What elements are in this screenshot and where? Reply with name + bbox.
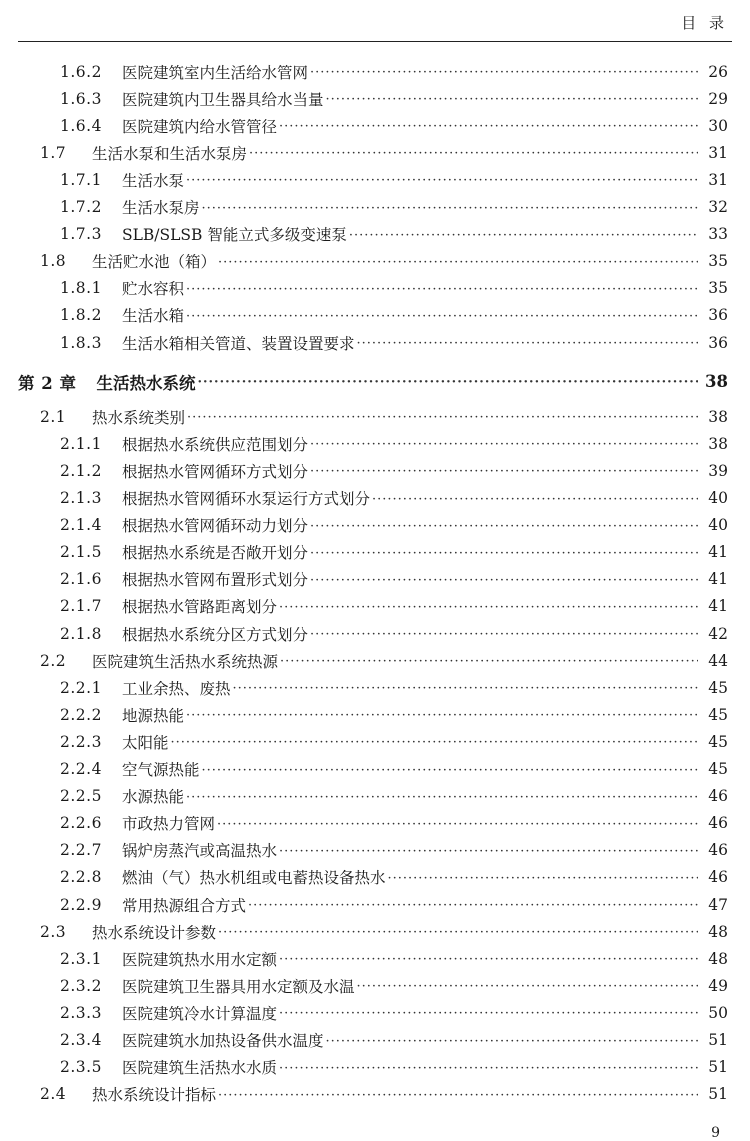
toc-entry-number: 2.2.4 — [60, 760, 102, 778]
toc-entry-number: 2.1.5 — [60, 543, 102, 562]
dot-leader — [186, 309, 698, 324]
toc-entry-number: 1.7 — [40, 143, 67, 162]
toc-entry-page: 30 — [708, 116, 728, 135]
toc-entry-title: 医院建筑冷水计算温度 — [122, 1004, 278, 1023]
toc-entry[interactable] — [0, 85, 728, 112]
toc-entry[interactable] — [0, 891, 728, 918]
dot-leader — [310, 627, 698, 642]
toc-entry-number: 1.7.1 — [60, 170, 102, 189]
dot-leader — [186, 282, 698, 297]
toc-entry[interactable] — [0, 728, 728, 755]
toc-entry-title: 根据热水管网布置形式划分 — [122, 571, 309, 590]
toc-entry-title: 热水系统类别 — [92, 408, 186, 427]
dot-leader — [187, 410, 698, 425]
toc-entry-number: 2.1.8 — [60, 624, 102, 643]
toc-entry-title: 根据热水管网循环方式划分 — [122, 462, 309, 481]
dot-leader — [357, 979, 698, 994]
toc-entry-title: 医院建筑室内生活给水管网 — [122, 63, 309, 82]
page-header — [0, 0, 750, 42]
toc-entry-page: 46 — [708, 814, 728, 833]
toc-entry-page: 51 — [708, 1085, 728, 1104]
toc-entry-title: 生活水泵 — [122, 171, 185, 190]
dot-leader — [326, 92, 698, 107]
toc-entry-number: 2.2.1 — [60, 678, 102, 697]
toc-entry-page: 35 — [708, 252, 728, 271]
toc-entry-number: 2.4 — [40, 1085, 67, 1104]
toc-entry-page: 46 — [708, 787, 728, 806]
toc-entry-title: 空气源热能 — [122, 761, 200, 779]
toc-entry-page: 46 — [708, 868, 728, 887]
section-title: 目 录 — [681, 14, 728, 32]
toc-entry-page: 29 — [708, 89, 728, 108]
toc-entry-title: 太阳能 — [122, 733, 169, 752]
toc-entry-page: 45 — [708, 760, 728, 778]
toc-entry-number: 2.2.6 — [60, 814, 102, 833]
toc-entry-number: 2.1.2 — [60, 461, 102, 480]
toc-entry[interactable] — [0, 620, 728, 647]
toc-entry-title: 生活贮水池（箱） — [92, 253, 217, 272]
toc-entry[interactable] — [0, 972, 728, 999]
toc-entry-number: 1.8.3 — [60, 333, 102, 352]
toc-entry-number: 2.1.3 — [60, 489, 102, 507]
toc-entry-page: 51 — [708, 1031, 728, 1049]
toc-entry-title: 生活水泵和生活水泵房 — [92, 144, 248, 163]
dot-leader — [279, 600, 698, 615]
toc-entry-title: 根据热水管路距离划分 — [122, 598, 278, 617]
toc-entry[interactable] — [0, 112, 728, 139]
toc-entry[interactable] — [0, 302, 728, 329]
toc-entry-page: 45 — [708, 732, 728, 751]
dot-leader — [233, 681, 698, 696]
toc-entry-page: 46 — [708, 841, 728, 860]
toc-entry-number: 1.6.4 — [60, 116, 102, 135]
toc-entry-number: 1.8.2 — [60, 306, 102, 325]
toc-entry[interactable] — [0, 810, 728, 837]
dot-leader — [280, 654, 698, 669]
dot-leader — [249, 146, 698, 161]
toc-entry-number: 1.6.2 — [60, 62, 102, 81]
toc-entry-page: 35 — [708, 279, 728, 298]
dot-leader — [310, 65, 698, 80]
dot-leader — [357, 336, 698, 351]
toc-entry[interactable] — [0, 1027, 728, 1054]
toc-entry-title: 医院建筑卫生器具用水定额及水温 — [122, 977, 355, 996]
toc-entry-page: 50 — [708, 1003, 728, 1022]
toc-entry-number: 1.6.3 — [60, 89, 102, 108]
toc-entry-title: 医院建筑内卫生器具给水当量 — [122, 90, 324, 109]
toc-entry-number: 2.1.6 — [60, 570, 102, 589]
toc-entry-number: 2.2.7 — [60, 841, 102, 860]
toc-entry-title: 贮水容积 — [122, 280, 185, 299]
dot-leader — [202, 763, 698, 778]
toc-entry-title: 生活水泵房 — [122, 199, 200, 217]
toc-chapter-entry[interactable] — [0, 368, 728, 395]
dot-leader — [279, 1061, 698, 1076]
toc-entry-page: 41 — [708, 597, 728, 616]
toc-entry-page: 42 — [708, 624, 728, 643]
toc-entry-number: 1.8 — [40, 252, 67, 271]
toc-entry[interactable] — [0, 674, 728, 701]
page-number-fragment: 9 — [711, 1125, 720, 1141]
toc-entry[interactable] — [0, 539, 728, 566]
dot-leader — [310, 437, 698, 452]
toc-entry-page: 40 — [708, 516, 728, 535]
toc-entry-page: 38 — [708, 434, 728, 453]
toc-entry-page: 48 — [708, 922, 728, 941]
toc-entry-page: 36 — [708, 333, 728, 352]
toc-entry[interactable] — [0, 430, 728, 457]
dot-leader — [186, 708, 698, 723]
dot-leader — [217, 817, 698, 832]
toc-entry[interactable] — [0, 756, 728, 783]
toc-entry[interactable] — [0, 999, 728, 1026]
toc-entry-number: 2.3 — [40, 922, 67, 941]
toc-entry[interactable] — [0, 457, 728, 484]
dot-leader — [279, 1006, 698, 1021]
toc-entry[interactable] — [0, 275, 728, 302]
toc-entry-number: 2.3.3 — [60, 1003, 102, 1022]
toc-entry-title: 地源热能 — [122, 706, 185, 725]
toc-entry[interactable] — [0, 485, 728, 512]
toc-entry-page: 31 — [708, 143, 728, 162]
toc-entry[interactable] — [0, 403, 728, 430]
toc-entry[interactable] — [0, 139, 728, 166]
toc-entry[interactable] — [0, 864, 728, 891]
toc-entry[interactable] — [0, 566, 728, 593]
toc-entry-number: 1.7.3 — [60, 225, 102, 244]
toc-entry[interactable] — [0, 918, 728, 945]
dot-leader — [279, 844, 698, 859]
toc-entry-title: 常用热源组合方式 — [122, 896, 247, 915]
toc-entry-number: 1.8.1 — [60, 279, 102, 298]
toc-entry-page: 51 — [708, 1058, 728, 1077]
toc-entry-number: 2.3.4 — [60, 1031, 102, 1049]
toc-entry-title: 燃油（气）热水机组或电蓄热设备热水 — [122, 869, 386, 888]
toc-entry[interactable] — [0, 701, 728, 728]
toc-entry[interactable] — [0, 194, 728, 221]
toc-entry[interactable] — [0, 647, 728, 674]
toc-entry-number: 2.1.7 — [60, 597, 102, 616]
toc-entry[interactable] — [0, 1081, 728, 1108]
toc-entry-number: 2.2.2 — [60, 705, 102, 724]
toc-entry[interactable] — [0, 783, 728, 810]
toc-entry[interactable] — [0, 329, 728, 356]
toc-entry-title: 根据热水管网循环水泵运行方式划分 — [122, 490, 371, 508]
toc-entry-title: 医院建筑内给水管管径 — [122, 117, 278, 136]
toc-entry[interactable] — [0, 945, 728, 972]
toc-entry-number: 第 2 章 — [18, 373, 77, 393]
toc-entry-title: 根据热水管网循环动力划分 — [122, 517, 309, 536]
toc-entry-page: 49 — [708, 976, 728, 995]
toc-entry-number: 2.3.5 — [60, 1058, 102, 1077]
dot-leader — [388, 871, 698, 886]
toc-entry-title: 水源热能 — [122, 788, 185, 807]
toc-entry-title: 根据热水系统是否敞开划分 — [122, 544, 309, 563]
toc-entry-title: 医院建筑生活热水系统热源 — [92, 652, 279, 671]
toc-entry-number: 2.1 — [40, 407, 67, 426]
toc-entry[interactable] — [0, 593, 728, 620]
dot-leader — [310, 573, 698, 588]
toc-entry-title: 医院建筑热水用水定额 — [122, 950, 278, 969]
toc-entry-number: 2.3.2 — [60, 976, 102, 995]
toc-entry-number: 2.2.8 — [60, 868, 102, 887]
toc-entry-page: 38 — [705, 372, 728, 392]
toc-entry-title: 热水系统设计指标 — [92, 1086, 217, 1105]
toc-entry[interactable] — [0, 1054, 728, 1081]
toc-entry-title: 热水系统设计参数 — [92, 923, 217, 942]
dot-leader — [310, 519, 698, 534]
toc-entry-page: 26 — [708, 62, 728, 81]
toc-entry[interactable] — [0, 58, 728, 85]
toc-entry-page: 45 — [708, 705, 728, 724]
toc-entry-page: 36 — [708, 306, 728, 325]
dot-leader — [197, 375, 698, 390]
dot-leader — [310, 546, 698, 561]
toc-entry-page: 38 — [708, 407, 728, 426]
toc-entry-page: 33 — [708, 225, 728, 244]
toc-entry-page: 39 — [708, 461, 728, 480]
toc-entry-number: 2.2.9 — [60, 895, 102, 914]
toc-entry-page: 32 — [708, 198, 728, 216]
toc-entry-number: 2.1.4 — [60, 516, 102, 535]
dot-leader — [218, 1088, 698, 1103]
toc-entry-title: 锅炉房蒸汽或高温热水 — [122, 842, 278, 861]
dot-leader — [279, 952, 698, 967]
dot-leader — [171, 735, 698, 750]
toc-entry-title: 医院建筑水加热设备供水温度 — [122, 1032, 324, 1050]
dot-leader — [248, 898, 698, 913]
dot-leader — [326, 1034, 698, 1049]
dot-leader — [218, 925, 698, 940]
toc-entry-page: 45 — [708, 678, 728, 697]
toc-entry-number: 2.2.5 — [60, 787, 102, 806]
toc-entry-title: 生活热水系统 — [96, 373, 196, 393]
toc-entry-title: 医院建筑生活热水水质 — [122, 1059, 278, 1078]
toc-entry-number: 2.3.1 — [60, 949, 102, 968]
toc-entry-title: 生活水箱 — [122, 307, 185, 326]
toc-entry-page: 31 — [708, 170, 728, 189]
toc-entry-title: 市政热力管网 — [122, 815, 216, 834]
toc-entry-page: 40 — [708, 489, 728, 507]
header-divider — [18, 41, 732, 42]
toc-entry[interactable] — [0, 166, 728, 193]
toc-entry-title: 根据热水系统分区方式划分 — [122, 625, 309, 644]
toc-entry-page: 47 — [708, 895, 728, 914]
toc-entry-title: 工业余热、废热 — [122, 679, 231, 698]
dot-leader — [349, 228, 698, 243]
toc-entry[interactable] — [0, 221, 728, 248]
dot-leader — [372, 492, 698, 507]
toc-entry-number: 2.1.1 — [60, 434, 102, 453]
toc-entry-number: 1.7.2 — [60, 198, 102, 216]
dot-leader — [186, 173, 698, 188]
toc-entry-page: 41 — [708, 543, 728, 562]
toc-entry-page: 48 — [708, 949, 728, 968]
dot-leader — [218, 255, 698, 270]
toc-entry[interactable] — [0, 837, 728, 864]
toc-entry-title: SLB/SLSB 智能立式多级变速泵 — [122, 226, 347, 245]
toc-entry-number: 2.2 — [40, 651, 67, 670]
toc-entry[interactable] — [0, 248, 728, 275]
dot-leader — [310, 464, 698, 479]
toc-entry[interactable] — [0, 512, 728, 539]
toc-entry-title: 根据热水系统供应范围划分 — [122, 435, 309, 454]
dot-leader — [279, 119, 698, 134]
toc-entry-page: 41 — [708, 570, 728, 589]
toc-entry-title: 生活水箱相关管道、装置设置要求 — [122, 334, 355, 353]
toc-entry-page: 44 — [708, 651, 728, 670]
dot-leader — [186, 790, 698, 805]
toc-entry-number: 2.2.3 — [60, 732, 102, 751]
dot-leader — [202, 201, 698, 216]
